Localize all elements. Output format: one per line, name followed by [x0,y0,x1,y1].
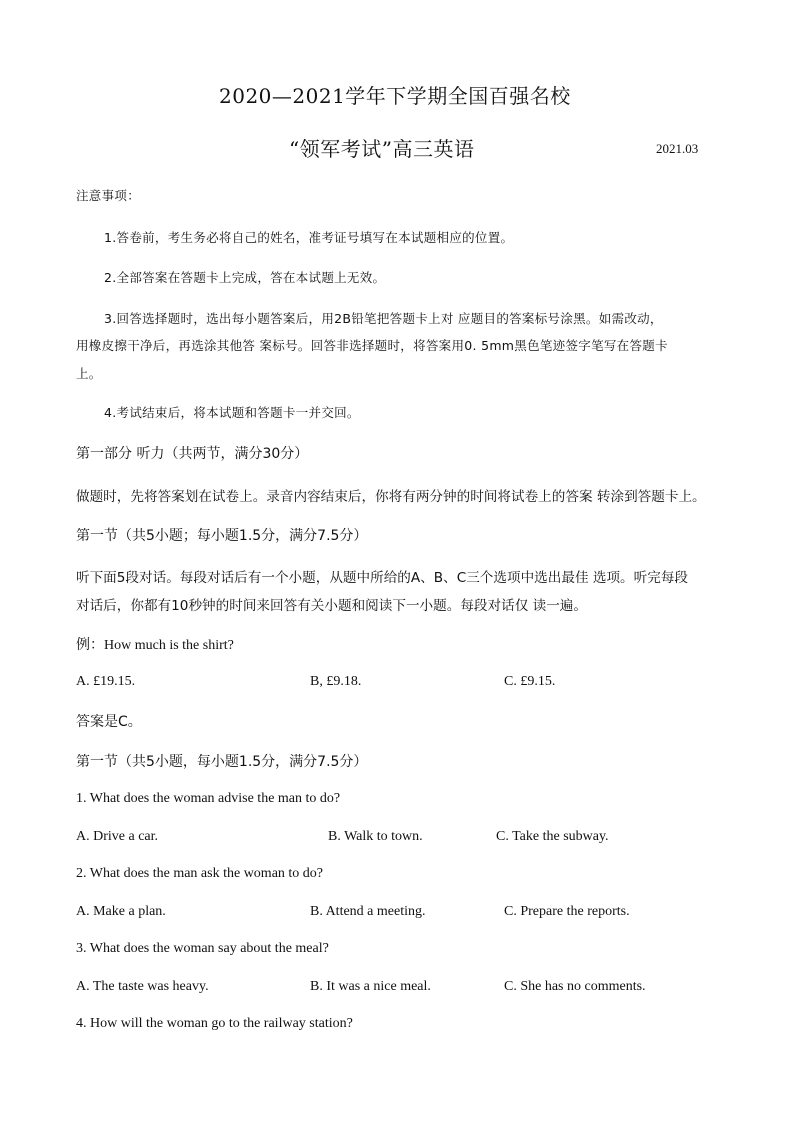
question-2-option-c: C. Prepare the reports. [504,904,630,919]
question-4: 4. How will the woman go to the railway station? [76,1016,353,1031]
part1-instruction: 做题时，先将答案划在试卷上。录音内容结束后，你将有两分钟的时间将试卷上的答案 转涂到答题卡上。 [76,489,706,505]
question-2: 2. What does the man ask the woman to do? [76,866,324,881]
note-item-3-line3: 上。 [76,366,102,381]
question-3-option-c: C. She has no comments. [504,979,646,994]
exam-title-line1: 2020—2021学年下学期全国百强名校 [219,84,571,108]
question-2-option-a: A. Make a plan. [76,904,166,919]
question-1-option-b: B. Walk to town. [328,829,423,844]
section1-instruction-line2: 对话后，你都有10秒钟的时间来回答有关小题和阅读下一小题。每段对话仅 读一遍。 [76,598,587,614]
example-option-b: B, £9.18. [310,674,362,689]
note-item-3-line2: 用橡皮擦干净后，再选涂其他答 案标号。回答非选择题时，将答案用0. 5mm黑色笔迹签字笔写在答题卡 [76,338,668,353]
part1-heading: 第一部分 听力（共两节，满分30分） [76,446,309,462]
notes-heading: 注意事项： [76,188,141,203]
example-option-a: A. £19.15. [76,674,136,689]
note-item-1: 1.答卷前，考生务必将自己的姓名，准考证号填写在本试题相应的位置。 [104,230,514,245]
example-question: 例：How much is the shirt? [76,638,234,653]
question-1: 1. What does the woman advise the man to do? [76,791,341,806]
example-answer: 答案是C。 [76,714,142,730]
question-3-option-a: A. The taste was heavy. [76,979,209,994]
section1-heading: 第一节（共5小题；每小题1.5分，满分7.5分） [76,528,368,544]
note-item-3-line1: 3.回答选择题时，选出每小题答案后，用2B铅笔把答题卡上对 应题目的答案标号涂黑。如需改动， [104,311,663,326]
question-3-option-b: B. It was a nice meal. [310,979,431,994]
exam-date: 2021.03 [656,141,699,156]
section-heading-2: 第一节（共5小题，每小题1.5分，满分7.5分） [76,754,368,770]
section1-instruction-line1: 听下面5段对话。每段对话后有一个小题，从题中所给的A、B、C三个选项中选出最佳 选项。听完每段 [76,570,689,586]
example-option-c: C. £9.15. [504,674,556,689]
question-3: 3. What does the woman say about the meal? [76,941,329,956]
question-2-option-b: B. Attend a meeting. [310,904,426,919]
note-item-4: 4.考试结束后，将本试题和答题卡一并交回。 [104,405,360,420]
question-1-option-c: C. Take the subway. [496,829,609,844]
exam-title-line2: “领军考试”高三英语 [289,137,475,161]
question-1-option-a: A. Drive a car. [76,829,159,844]
note-item-2: 2.全部答案在答题卡上完成，答在本试题上无效。 [104,270,386,285]
